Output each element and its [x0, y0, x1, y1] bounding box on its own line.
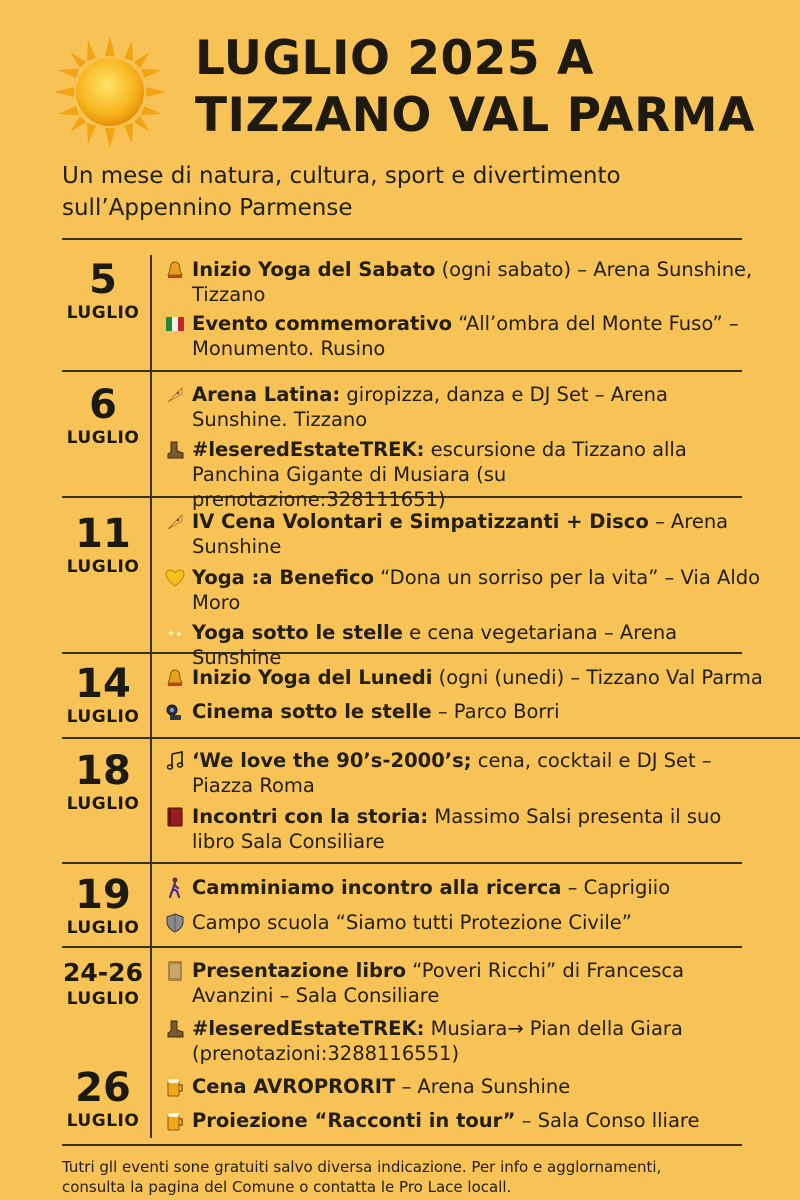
date-block [60, 662, 146, 728]
date-month: LUGLIO [66, 707, 140, 727]
event-item [164, 804, 764, 854]
event-details: giropizza, danza e DJ Set – Arena Sunshine. Tizzano [192, 383, 668, 431]
event-details: “Poveri Ricchi” di Francesca Avanzini – Sala Consiliare [192, 959, 685, 1007]
footer-note [62, 1157, 762, 1197]
event-title: Presentazione libro [192, 959, 406, 982]
date-day: 6 [89, 382, 117, 428]
event-details: – Parco Borri [431, 700, 560, 723]
event-item [164, 699, 764, 724]
event-details: cena, cocktail e DJ Set – Piazza Roma [192, 749, 712, 797]
event-details: – Arena Sunshine [192, 510, 729, 558]
event-item [164, 509, 764, 559]
book-icon [164, 806, 186, 828]
date-block [60, 258, 146, 324]
event-title: Inizio Yoga del Lunedi [192, 666, 433, 689]
title-line-2: TIZZANO VAL PARMA [195, 88, 755, 143]
event-item [164, 1016, 764, 1066]
walker-icon [164, 877, 186, 899]
divider [62, 862, 742, 864]
boot-icon [164, 1018, 186, 1040]
date-day: 5 [89, 257, 117, 303]
date-block [60, 873, 146, 939]
date-day: 18 [75, 748, 131, 794]
shield-icon [164, 912, 186, 934]
date-block [60, 958, 146, 1010]
event-title: Yoga :a Benefico [192, 566, 374, 589]
bell-icon [164, 667, 186, 689]
event-title: #leseredEstateTREK: [192, 1017, 425, 1040]
date-day: 14 [75, 661, 131, 707]
pizza-icon [164, 511, 186, 533]
date-month: LUGLIO [66, 918, 140, 938]
event-item [164, 958, 764, 1008]
event-details: – Caprigiio [561, 876, 671, 899]
event-title: Arena Latina: [192, 383, 341, 406]
event-details: (ogni sabato) – Arena Sunshine, Tizzano [192, 258, 753, 306]
event-title: ‘We love the 90’s-2000’s; [192, 749, 472, 772]
event-title: #leseredEstateTREK: [192, 438, 425, 461]
event-item [164, 1074, 764, 1099]
heart-icon [164, 567, 186, 589]
event-title: Cena AVROPRORIT [192, 1075, 396, 1098]
event-item [164, 665, 764, 690]
flag-icon [164, 313, 186, 335]
date-block [60, 512, 146, 578]
date-month: LUGLIO [66, 989, 140, 1009]
title-line-1: LUGLIO 2025 A [195, 31, 594, 86]
date-month: LUGLIO [66, 428, 140, 448]
event-item [164, 437, 764, 512]
event-title: Cinema sotto le stelle [192, 700, 432, 723]
date-day: 11 [75, 511, 131, 557]
boot-icon [164, 439, 186, 461]
event-details: “Dona un sorriso per la vita” – Via Aldo Moro [192, 566, 761, 614]
event-details: Musiara→ Pian della Giara (prenotazioni:3288116551) [192, 1017, 683, 1065]
date-block [60, 1066, 146, 1132]
footer-line-1: Tutri gll eventi sone gratuiti salvo diversa indicazione. Per info e agglornamenti, [62, 1158, 662, 1176]
event-details: escursione da Tizzano alla Panchina Gigante di Musiara (su prenotazione:328111651) [192, 438, 687, 511]
bell-icon [164, 259, 186, 281]
event-item [164, 748, 764, 798]
event-item [164, 257, 764, 307]
projector-icon [164, 701, 186, 723]
page-title [195, 30, 785, 144]
date-month: LUGLIO [66, 557, 140, 577]
event-title: Evento commemorativo [192, 312, 453, 335]
event-item [164, 910, 764, 935]
date-block [60, 749, 146, 815]
event-title: Camminiamo incontro alla ricerca [192, 876, 562, 899]
event-details: “All’ombra del Monte Fuso” – Monumento. Rusino [192, 312, 739, 360]
event-item [164, 565, 764, 615]
divider-bottom [62, 1144, 742, 1146]
event-details: – Sala Conso lliare [515, 1109, 700, 1132]
event-title: IV Cena Volontari e Simpatizzanti + Disco [192, 510, 649, 533]
event-item [164, 382, 764, 432]
divider [62, 737, 800, 739]
music-note-icon [164, 750, 186, 772]
divider [62, 946, 742, 948]
date-day: 26 [75, 1065, 131, 1111]
subtitle-line-1: Un mese di natura, cultura, sport e divertimento [62, 163, 621, 189]
footer-line-2: consulta la pagina del Comune o contatta le Pro Lace locall. [62, 1178, 512, 1196]
beer-icon [164, 1076, 186, 1098]
event-details: Campo scuola “Siamo tutti Protezione Civile” [192, 911, 632, 934]
event-title: Inizio Yoga del Sabato [192, 258, 436, 281]
event-title: Proiezione “Racconti in tour” [192, 1109, 516, 1132]
pizza-icon [164, 384, 186, 406]
vertical-divider [150, 255, 152, 1138]
event-item [164, 620, 764, 670]
divider [62, 370, 742, 372]
event-title: Incontri con la storia: [192, 805, 429, 828]
date-day: 19 [75, 872, 131, 918]
event-item [164, 311, 764, 361]
divider-top [62, 238, 742, 240]
beer-icon [164, 1110, 186, 1132]
event-details: (ogni (unedi) – Tizzano Val Parma [432, 666, 763, 689]
subtitle [62, 160, 712, 224]
date-month: LUGLIO [66, 794, 140, 814]
scroll-icon [164, 960, 186, 982]
event-title: Yoga sotto le stelle [192, 621, 403, 644]
date-block [60, 383, 146, 449]
event-details: – Arena Sunshine [395, 1075, 571, 1098]
date-month: LUGLIO [66, 1111, 140, 1131]
sparkle-icon [164, 622, 186, 644]
event-item [164, 1108, 764, 1133]
event-details: Massimo Salsi presenta il suo libro Sala Consiliare [192, 805, 722, 853]
date-month: LUGLIO [66, 303, 140, 323]
sun-icon [52, 34, 168, 150]
subtitle-line-2: sull’Appennino Parmense [62, 195, 353, 221]
date-day: 24-26 [63, 958, 143, 987]
event-item [164, 875, 764, 900]
event-details: e cena vegetariana – Arena Sunshine [192, 621, 678, 669]
